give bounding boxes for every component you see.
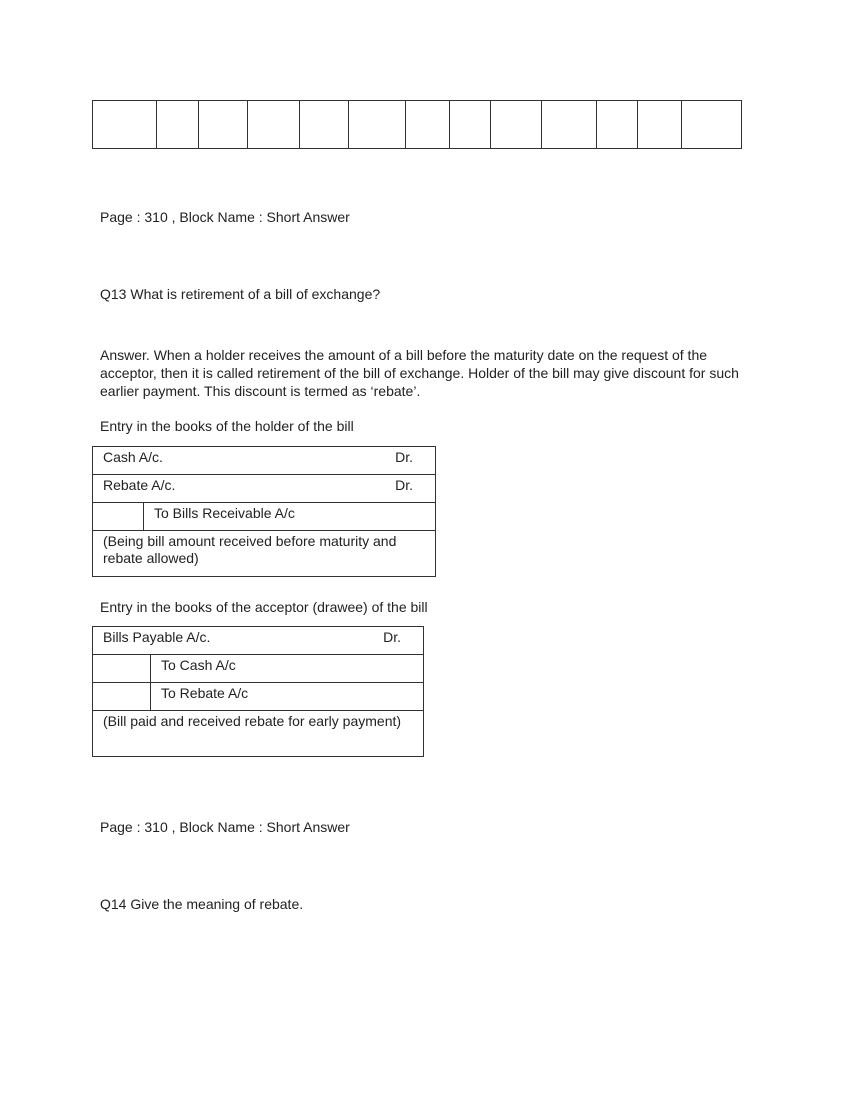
credit-account: To Bills Receivable A/c: [144, 503, 436, 531]
question-q13: Q13 What is retirement of a bill of exchange?: [100, 286, 381, 302]
journal-row: [93, 475, 436, 503]
journal-row: [93, 447, 436, 475]
page-block-label: Page : 310 , Block Name : Short Answer: [100, 209, 350, 225]
dr-label: Dr.: [395, 477, 413, 493]
grid-cell: [157, 101, 199, 149]
debit-cell: [93, 447, 436, 475]
journal-row: [93, 683, 424, 711]
grid-cell: [248, 101, 300, 149]
debit-account: Cash A/c.: [103, 449, 163, 465]
acceptor-entry-caption: Entry in the books of the acceptor (drawee) of the bill: [100, 599, 428, 615]
grid-cell: [542, 101, 597, 149]
grid-cell: [597, 101, 638, 149]
debit-cell: [93, 627, 424, 655]
answer-q13: Answer. When a holder receives the amount of a bill before the maturity date on the request of the acceptor, then it is called retirement of the bill of exchange. Holder of the bill may give discount for such earlier payment. This discount is termed as ‘rebate’.: [100, 347, 739, 399]
grid-cell: [406, 101, 450, 149]
grid-cell: [349, 101, 406, 149]
answer-grid: [92, 100, 742, 149]
answer-grid-row: [93, 101, 742, 149]
indent-cell: [93, 683, 151, 711]
grid-cell: [300, 101, 349, 149]
credit-account: To Rebate A/c: [151, 683, 424, 711]
grid-cell: [93, 101, 157, 149]
grid-cell: [682, 101, 742, 149]
debit-account: Rebate A/c.: [103, 477, 176, 493]
credit-account: To Cash A/c: [151, 655, 424, 683]
dr-label: Dr.: [383, 629, 401, 645]
narration: (Bill paid and received rebate for early payment): [93, 711, 424, 757]
narration: (Being bill amount received before maturity and rebate allowed): [93, 531, 436, 577]
acceptor-journal-entry: [92, 626, 424, 757]
holder-entry-caption: Entry in the books of the holder of the bill: [100, 418, 354, 434]
journal-row: [93, 531, 436, 577]
grid-cell: [491, 101, 542, 149]
journal-row: [93, 503, 436, 531]
journal-row: [93, 627, 424, 655]
journal-row: [93, 655, 424, 683]
grid-cell: [199, 101, 248, 149]
debit-account: Bills Payable A/c.: [103, 629, 211, 645]
holder-journal-entry: [92, 446, 436, 577]
indent-cell: [93, 655, 151, 683]
indent-cell: [93, 503, 144, 531]
question-q14: Q14 Give the meaning of rebate.: [100, 896, 304, 912]
dr-label: Dr.: [395, 449, 413, 465]
journal-row: [93, 711, 424, 757]
debit-cell: [93, 475, 436, 503]
grid-cell: [450, 101, 491, 149]
grid-cell: [638, 101, 682, 149]
page-block-label: Page : 310 , Block Name : Short Answer: [100, 819, 350, 835]
